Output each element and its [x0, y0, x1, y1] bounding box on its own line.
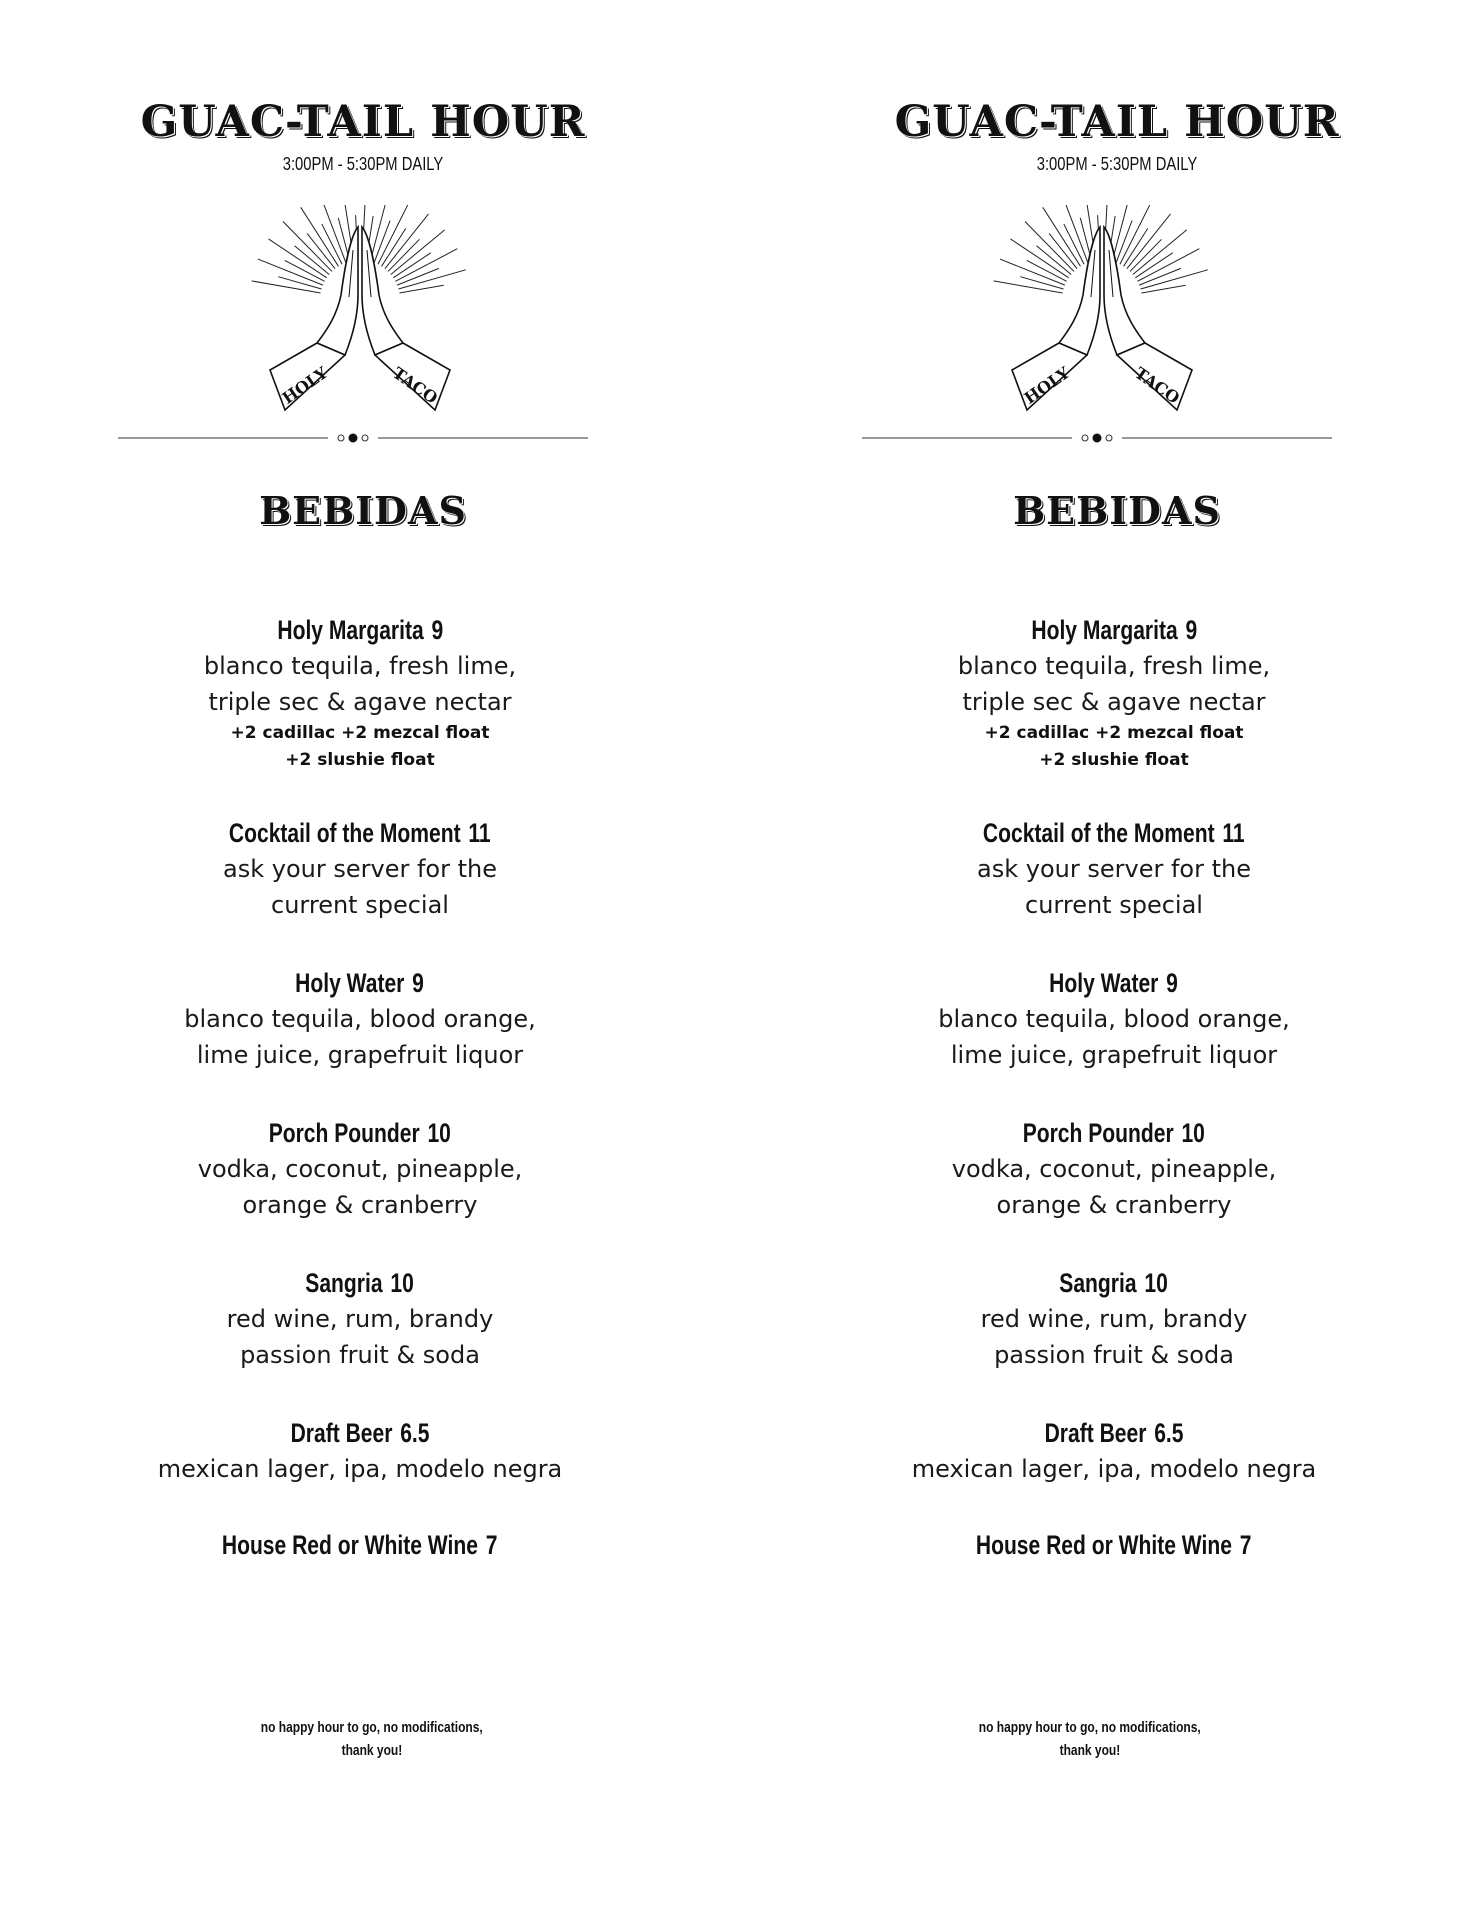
- menu-item-name: Holy Margarita: [277, 615, 424, 645]
- menu-item-description: triple sec & agave nectar: [208, 688, 512, 716]
- menu-item-name: Draft Beer: [1044, 1418, 1147, 1448]
- menu-item-heading: [1045, 1415, 1184, 1451]
- menu-item-name: Cocktail of the Moment: [983, 818, 1215, 848]
- menu-item-price: 11: [468, 818, 491, 848]
- menu-item-description: triple sec & agave nectar: [962, 688, 1266, 716]
- menu-item: [834, 1265, 1394, 1373]
- menu-item-heading: [1031, 612, 1197, 648]
- menu-item-price: 10: [1181, 1118, 1206, 1148]
- menu-item: [834, 1527, 1394, 1563]
- menu-item-name: Cocktail of the Moment: [229, 818, 461, 848]
- menu-item-price: 11: [1222, 818, 1245, 848]
- menu-item-name: Holy Margarita: [1031, 615, 1178, 645]
- menu-item-description: ask your server for the: [977, 855, 1251, 883]
- menu-item: [80, 1115, 640, 1223]
- footnote-line: thank you!: [341, 1742, 403, 1759]
- menu-item-description: vodka, coconut, pineapple,: [951, 1155, 1277, 1183]
- menu-item-description: blanco tequila, fresh lime,: [203, 652, 517, 680]
- menu-item-price: 9: [1166, 968, 1179, 998]
- menu-item-price: 9: [412, 968, 425, 998]
- menu-item: [80, 965, 640, 1073]
- menu-item-heading: [306, 1265, 414, 1301]
- menu-panel-right: [742, 0, 1484, 1920]
- section-title: BEBIDAS: [259, 488, 467, 533]
- menu-item-name: House Red or White Wine: [976, 1530, 1233, 1560]
- menu-item-name: Sangria: [1059, 1268, 1138, 1298]
- menu-header: [128, 96, 598, 176]
- wrist-text-left: HOLY: [278, 363, 332, 408]
- menu-item: [80, 1527, 640, 1563]
- menu-item-addon: +2 slushie float: [1039, 750, 1189, 770]
- menu-item-description: passion fruit & soda: [240, 1341, 480, 1369]
- menu-item-addon: +2 cadillac +2 mezcal float: [230, 723, 490, 743]
- menu-item-heading: [1050, 965, 1179, 1001]
- footnote-line: no happy hour to go, no modifications,: [260, 1719, 483, 1736]
- menu-item-name: Sangria: [305, 1268, 384, 1298]
- wrist-text-right: TACO: [389, 363, 442, 408]
- menu-item-heading: [983, 815, 1245, 851]
- menu-item-description: current special: [1025, 891, 1203, 919]
- menu-item: [80, 612, 640, 774]
- menu-item: [80, 1265, 640, 1373]
- menu-item: [834, 1115, 1394, 1223]
- menu-item-description: lime juice, grapefruit liquor: [950, 1041, 1278, 1069]
- wrist-text-right: TACO: [1131, 363, 1184, 408]
- menu-item-description: lime juice, grapefruit liquor: [196, 1041, 524, 1069]
- menu-item-price: 9: [431, 615, 443, 645]
- menu-item-description: blanco tequila, blood orange,: [938, 1005, 1290, 1033]
- menu-item: [80, 1415, 640, 1487]
- happy-hour-times: 3:00PM - 5:30PM DAILY: [1036, 154, 1198, 174]
- menu-item-name: Porch Pounder: [1022, 1118, 1174, 1148]
- menu-item-price: 10: [390, 1268, 415, 1298]
- menu-item-description: current special: [271, 891, 449, 919]
- menu-item-description: blanco tequila, fresh lime,: [957, 652, 1271, 680]
- praying-hands-icon: [245, 205, 475, 415]
- ornamental-divider: [118, 430, 588, 444]
- menu-item-description: vodka, coconut, pineapple,: [197, 1155, 523, 1183]
- menu-item-heading: [291, 1415, 430, 1451]
- menu-item: [80, 815, 640, 923]
- menu-footnote: [172, 1716, 572, 1762]
- menu-item-heading: [976, 1527, 1252, 1563]
- menu-title: GUAC-TAIL HOUR: [140, 97, 586, 147]
- menu-item: [834, 612, 1394, 774]
- menu-item-name: Draft Beer: [290, 1418, 393, 1448]
- menu-item-description: passion fruit & soda: [994, 1341, 1234, 1369]
- menu-item-description: mexican lager, ipa, modelo negra: [157, 1455, 563, 1483]
- menu-item-price: 9: [1185, 615, 1197, 645]
- menu-item-heading: [296, 965, 425, 1001]
- menu-item-addon: +2 slushie float: [285, 750, 435, 770]
- menu-item-description: mexican lager, ipa, modelo negra: [911, 1455, 1317, 1483]
- menu-item-heading: [277, 612, 443, 648]
- section-title: BEBIDAS: [1013, 488, 1221, 533]
- menu-item-heading: [1060, 1265, 1168, 1301]
- menu-item-price: 7: [1240, 1530, 1252, 1560]
- footnote-line: thank you!: [1059, 1742, 1121, 1759]
- menu-item-description: red wine, rum, brandy: [226, 1305, 494, 1333]
- menu-item-heading: [1023, 1115, 1205, 1151]
- happy-hour-times: 3:00PM - 5:30PM DAILY: [282, 154, 444, 174]
- praying-hands-icon: [987, 205, 1217, 415]
- menu-footnote: [890, 1716, 1290, 1762]
- menu-item-price: 6.5: [400, 1418, 430, 1448]
- menu-item-name: House Red or White Wine: [222, 1530, 479, 1560]
- menu-item: [834, 815, 1394, 923]
- menu-item: [834, 1415, 1394, 1487]
- menu-title: GUAC-TAIL HOUR: [894, 97, 1340, 147]
- wrist-text-left: HOLY: [1020, 363, 1074, 408]
- menu-item-description: ask your server for the: [223, 855, 497, 883]
- menu-item-price: 10: [427, 1118, 452, 1148]
- footnote-line: no happy hour to go, no modifications,: [978, 1719, 1201, 1736]
- menu-item-price: 7: [486, 1530, 498, 1560]
- menu-header: [882, 96, 1352, 176]
- menu-item-addon: +2 cadillac +2 mezcal float: [984, 723, 1244, 743]
- ornamental-divider: [862, 430, 1332, 444]
- menu-item-name: Holy Water: [295, 968, 405, 998]
- menu-item-price: 6.5: [1154, 1418, 1184, 1448]
- menu-item-description: orange & cranberry: [996, 1191, 1232, 1219]
- menu-item-heading: [222, 1527, 498, 1563]
- menu-item-name: Porch Pounder: [268, 1118, 420, 1148]
- menu-item-name: Holy Water: [1049, 968, 1159, 998]
- menu-item-heading: [269, 1115, 451, 1151]
- menu-item-description: blanco tequila, blood orange,: [184, 1005, 536, 1033]
- menu-item-heading: [229, 815, 491, 851]
- menu-item-price: 10: [1144, 1268, 1169, 1298]
- menu-item: [834, 965, 1394, 1073]
- menu-item-description: red wine, rum, brandy: [980, 1305, 1248, 1333]
- menu-item-description: orange & cranberry: [242, 1191, 478, 1219]
